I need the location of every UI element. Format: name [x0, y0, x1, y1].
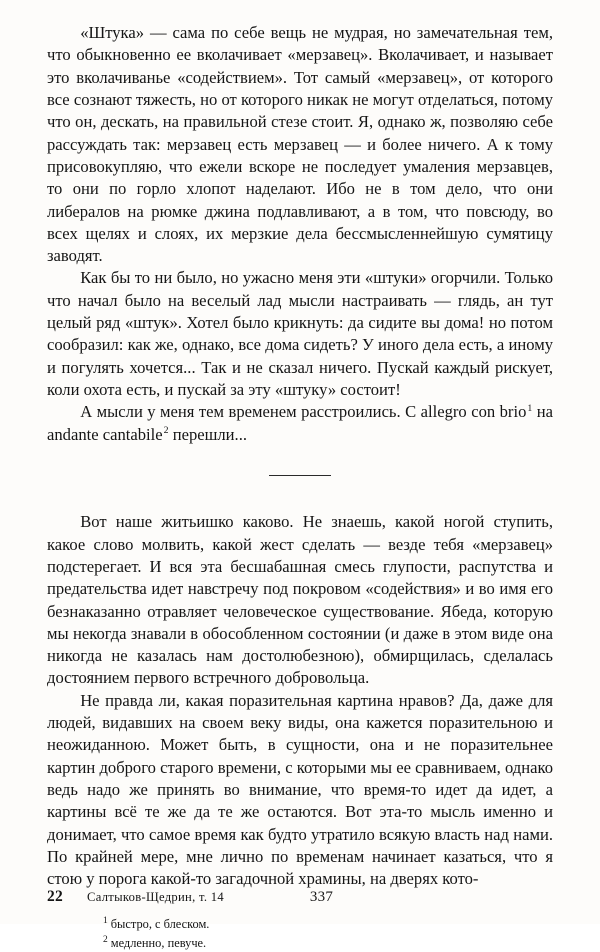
- footnote-1-text: быстро, с блеском.: [110, 916, 210, 931]
- footnote-1-marker: 1: [103, 915, 108, 926]
- page-footer: [0, 888, 600, 906]
- section-divider: [47, 463, 553, 485]
- footnote-2: [103, 934, 553, 952]
- footnote-ref-1: 1: [527, 402, 533, 414]
- paragraph-3: [47, 401, 553, 446]
- divider-rule: [269, 475, 331, 476]
- footnote-2-text: медленно, певуче.: [110, 935, 207, 950]
- footnotes-block: [47, 915, 553, 952]
- folio-right: 337: [309, 889, 334, 905]
- paragraph-1: «Штука» — сама по себе вещь не мудрая, но замечательная тем, что обыкновенно ее вколачивает «мерзавец». Вколачивает, и называет это вколачиванье «содействием». Тот самый «мерзавец», от которого все сознают тяжесть, но от которого никак не могут отделаться, потому что он, дескать, на правильной стезе стоит. Я, однако ж, позволяю себе рассуждать так: мерзавец есть мерзавец — и более ничего. А к тому присовокупляю, что ежели вскоре не последует умаления мерзавцев, то они по горло хлопот наделают. Ибо не в том дело, что они либералов на рюмке джина подлавливают, а в том, что повсюду, во всех щелях и слоях, их мерзкие дела бессмысленнейшую сумятицу заводят.: [47, 23, 553, 266]
- paragraph-5: Не правда ли, какая поразительная картина нравов? Да, даже для людей, видавших на своем веку виды, она кажется поразительною и неожиданною. Может быть, в сущности, она и не поразительнее картин доброго старого времени, с которыми мы ее сравниваем, однако ведь надо же принять во внимание, что время-то идет да идет, а картины всё те же да те же остаются. Вот эта-то мысль именно и донимает, что самое время как будто утратило всякую власть над нами. По крайней мере, мне лично по временам начинает казаться, что я стою у порога какой-то загадочной храмины, на дверях кото-: [47, 690, 553, 889]
- folio-left: 22: [47, 888, 63, 905]
- paragraph-3-text: А мысли у меня тем временем расстроились. С allegro con brio: [80, 402, 527, 422]
- paragraph-2: Как бы то ни было, но ужасно меня эти «штуки» огорчили. Только что начал было на веселый лад мысли настраивать — глядь, ан тут целый ряд «штук». Хотел было крикнуть: да сидите вы дома! но потом сообразил: как же, однако, все дома сидеть? У иного дела есть, а иному и погулять хочется... Так и не сказал ничего. Пускай каждый рискует, коли охота есть, и пускай за эту «штуку» состоит!: [47, 268, 553, 399]
- footnote-ref-2: 2: [163, 425, 169, 437]
- running-title: Салтыков-Щедрин, т. 14: [87, 890, 224, 904]
- paragraph-3-tail: на andante cantabile: [47, 402, 554, 444]
- page-body: [47, 22, 553, 891]
- paragraph-3-end: перешли...: [172, 424, 247, 444]
- paragraph-4: Вот наше житьишко каково. Не знаешь, какой ногой ступить, какое слово молвить, какой жест сделать — везде тебя «мерзавец» подстерегает. И вся эта бесшабашная смесь глупости, распутства и предательства идет навстречу под покровом «содействия» и во имя его безнаказанно отравляет человеческое существование. Ябеда, которую мы некогда знавали в обособленном состоянии (и даже в этом виде она никогда не казалась нам достолюбезною), обмирщилась, сделалась достоянием первого встречного добровольца.: [47, 512, 553, 688]
- footnote-2-marker: 2: [103, 934, 108, 945]
